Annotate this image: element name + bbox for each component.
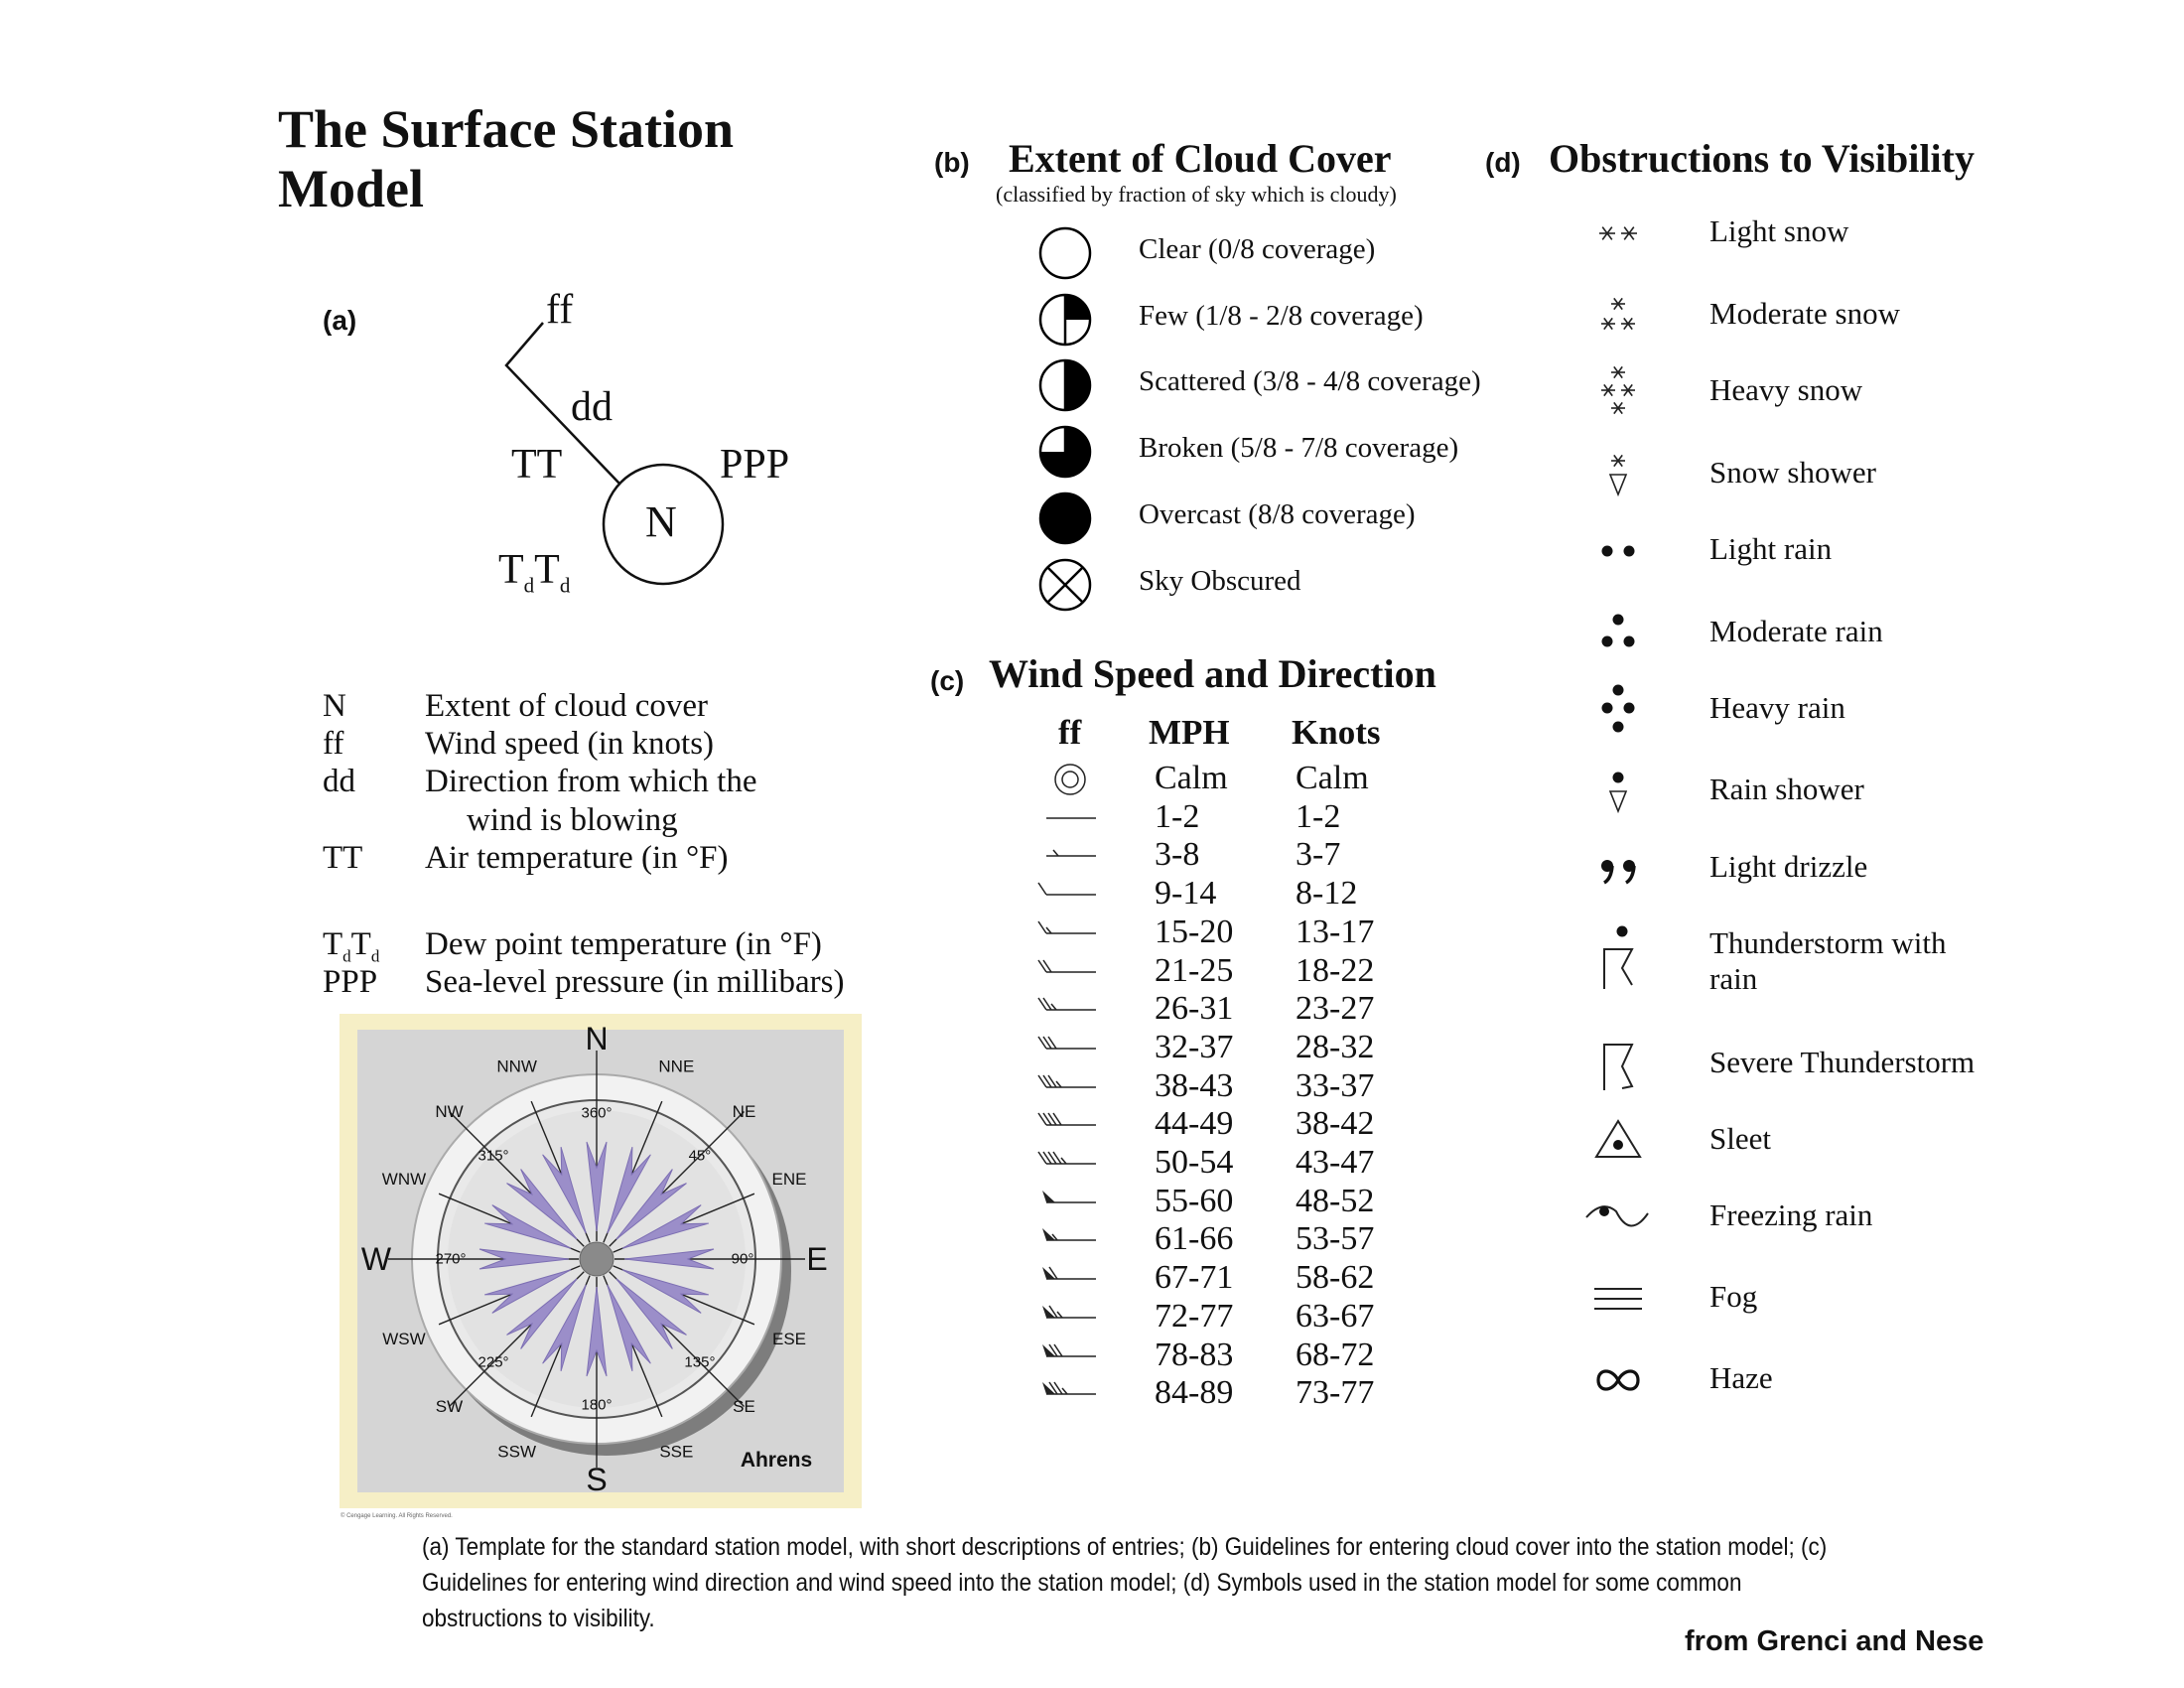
panel-a-tag: (a)	[323, 305, 357, 336]
compass-degree-label: 315°	[478, 1147, 509, 1165]
obstruction-label: Heavy rain	[1709, 690, 1845, 725]
wind-knots: 18-22	[1296, 951, 1375, 989]
page-title: The Surface Station Model	[278, 99, 734, 218]
compass-degree-label: 225°	[478, 1353, 509, 1371]
cloud-cover-icon	[1037, 557, 1093, 613]
obstruction-label: Light drizzle	[1709, 849, 1868, 884]
wind-header-knots: Knots	[1292, 713, 1381, 752]
wind-title: Wind Speed and Direction	[989, 651, 1436, 696]
fog-icon	[1573, 1254, 1663, 1343]
panel-d-tag: (d)	[1485, 147, 1521, 178]
cloud-cover-label: Clear (0/8 coverage)	[1139, 233, 1376, 265]
obstruction-label: Heavy snow	[1709, 372, 1863, 407]
compass-direction-s: S	[586, 1462, 608, 1497]
wind-barb-icon	[1032, 950, 1098, 990]
model-label-dd: dd	[571, 384, 613, 430]
compass-direction-se: SE	[733, 1396, 755, 1416]
legend-description: Dew point temperature (in °F)	[425, 926, 822, 962]
figure-caption: (a) Template for the standard station model, with short descriptions of entries; (b) Guidelines for entering cloud cover into the station model; (c) Guidelines for entering wind direction and wind speed into the station model; (d) Symbols used in the station model for some common obstructions to visibility.	[422, 1533, 1828, 1632]
obstruction-label: Fog	[1709, 1279, 1758, 1314]
wind-mph: 55-60	[1155, 1182, 1234, 1219]
wind-mph: 72-77	[1155, 1297, 1234, 1335]
legend-key: dd	[323, 764, 355, 799]
wind-mph: 3-8	[1155, 836, 1200, 874]
legend-description: Wind speed (in knots)	[425, 726, 715, 762]
compass-direction-n: N	[585, 1021, 609, 1056]
cloud-cover-label: Overcast (8/8 coverage)	[1139, 498, 1416, 530]
cloud-cover-icon	[1037, 357, 1093, 413]
wind-mph: 67-71	[1155, 1259, 1234, 1297]
wind-header-ff: ff	[1058, 713, 1082, 752]
wind-barb-icon	[1032, 1142, 1098, 1182]
compass-direction-w: W	[360, 1241, 392, 1277]
obstruction-label: Sleet	[1709, 1121, 1771, 1156]
light-snow-icon	[1573, 189, 1663, 278]
wind-barb-icon	[1032, 834, 1098, 874]
obstruction-label: Freezing rain	[1709, 1197, 1873, 1232]
obstruction-label: Haze	[1709, 1360, 1773, 1395]
compass-direction-sw: SW	[435, 1396, 464, 1416]
wind-barb-icon	[1032, 1103, 1098, 1143]
cloud-cover-icon	[1037, 292, 1093, 348]
legend-description: Direction from which the	[425, 764, 757, 799]
compass-direction-ese: ESE	[771, 1329, 807, 1348]
wind-mph: Calm	[1155, 760, 1228, 796]
model-label-ppp: PPP	[720, 442, 790, 488]
heavy-rain-icon	[1573, 665, 1663, 755]
obstruction-label: rain	[1709, 961, 1758, 996]
wind-header-mph: MPH	[1149, 713, 1230, 752]
wind-barb-icon	[1032, 988, 1098, 1028]
wind-barb-icon	[1032, 1257, 1098, 1297]
model-label-ff: ff	[546, 287, 574, 333]
wind-mph: 44-49	[1155, 1105, 1234, 1143]
legend-key: TT	[323, 840, 363, 876]
compass-credit: Ahrens	[740, 1449, 813, 1472]
wind-barb-icon	[1032, 912, 1098, 951]
heavy-snow-icon	[1573, 348, 1663, 437]
obstruction-label: Thunderstorm with	[1709, 925, 1947, 960]
wind-mph: 50-54	[1155, 1144, 1234, 1181]
obstruction-label: Rain shower	[1709, 772, 1864, 806]
legend-description: Sea-level pressure (in millibars)	[425, 964, 845, 1000]
model-label-n: N	[645, 497, 677, 546]
compass-degree-label: 45°	[688, 1147, 712, 1165]
wind-barb-icon	[1032, 1181, 1098, 1220]
wind-mph: 9-14	[1155, 875, 1217, 913]
wind-barb-icon	[1032, 1218, 1098, 1258]
light-drizzle-icon	[1573, 824, 1663, 914]
cloud-cover-label: Scattered (3/8 - 4/8 coverage)	[1139, 365, 1481, 397]
wind-knots: 73-77	[1296, 1374, 1375, 1412]
wind-knots: 68-72	[1296, 1336, 1375, 1373]
wind-knots: 48-52	[1296, 1182, 1375, 1219]
freezing-rain-icon	[1573, 1173, 1663, 1262]
legend-description: wind is blowing	[467, 802, 678, 838]
compass-direction-ene: ENE	[771, 1170, 807, 1190]
cloud-cover-label: Broken (5/8 - 7/8 coverage)	[1139, 432, 1459, 464]
model-label-tdtd: $T_dT_d$	[498, 547, 571, 598]
wind-knots: 23-27	[1296, 990, 1375, 1028]
compass-direction-sse: SSE	[659, 1442, 694, 1462]
compass-direction-ne: NE	[732, 1102, 756, 1122]
compass-direction-e: E	[806, 1241, 828, 1277]
cloud-cover-label: Sky Obscured	[1139, 565, 1301, 597]
wind-barb-icon	[1032, 873, 1098, 913]
compass-rose	[340, 1014, 862, 1508]
cloud-cover-icon	[1037, 225, 1093, 281]
compass-direction-wnw: WNW	[381, 1170, 427, 1190]
wind-knots: 63-67	[1296, 1297, 1375, 1335]
panel-b-tag: (b)	[934, 147, 970, 178]
wind-barb-icon	[1032, 1335, 1098, 1374]
haze-icon	[1573, 1336, 1663, 1425]
wind-mph: 84-89	[1155, 1374, 1234, 1412]
cloud-cover-icon	[1037, 424, 1093, 480]
cloud-cover-label: Few (1/8 - 2/8 coverage)	[1139, 300, 1424, 332]
wind-barb-icon	[1032, 1065, 1098, 1105]
thunderstorm-rain-icon	[1573, 918, 1663, 1008]
obstructions-title: Obstructions to Visibility	[1549, 136, 1975, 181]
legend-key: ff	[323, 726, 344, 762]
wind-knots: 33-37	[1296, 1066, 1375, 1104]
compass-degree-label: 360°	[581, 1104, 613, 1122]
compass-direction-nne: NNE	[658, 1056, 695, 1076]
wind-mph: 1-2	[1155, 797, 1200, 835]
compass-direction-nw: NW	[435, 1102, 464, 1122]
wind-mph: 78-83	[1155, 1336, 1234, 1373]
compass-copyright: © Cengage Learning. All Rights Reserved.	[341, 1513, 453, 1519]
wind-mph: 15-20	[1155, 913, 1234, 950]
legend-description: Extent of cloud cover	[425, 688, 708, 724]
wind-mph: 38-43	[1155, 1066, 1234, 1104]
source-credit: from Grenci and Nese	[1685, 1625, 1984, 1657]
compass-direction-wsw: WSW	[382, 1329, 426, 1348]
legend-key: $T_dT_d$	[323, 926, 380, 966]
compass-degree-label: 180°	[581, 1396, 613, 1414]
wind-mph: 32-37	[1155, 1028, 1234, 1065]
wind-barb-icon	[1032, 1027, 1098, 1066]
legend-key: PPP	[323, 964, 378, 1000]
legend-description: Air temperature (in °F)	[425, 840, 729, 876]
cloud-cover-subtitle: (classified by fraction of sky which is cloudy)	[996, 182, 1397, 207]
wind-knots: 13-17	[1296, 913, 1375, 950]
compass-degree-label: 135°	[684, 1353, 716, 1371]
wind-barb-icon	[1032, 1296, 1098, 1336]
compass-degree-label: 270°	[435, 1250, 467, 1268]
obstruction-label: Moderate rain	[1709, 614, 1883, 648]
wind-knots: 28-32	[1296, 1028, 1375, 1065]
light-rain-icon	[1573, 506, 1663, 596]
cloud-cover-icon	[1037, 491, 1093, 546]
wind-mph: 21-25	[1155, 951, 1234, 989]
wind-mph: 26-31	[1155, 990, 1234, 1028]
wind-barb-icon	[1032, 796, 1098, 836]
wind-knots: Calm	[1296, 760, 1369, 796]
compass-direction-ssw: SSW	[497, 1442, 537, 1462]
wind-knots: 8-12	[1296, 875, 1358, 913]
model-label-tt: TT	[511, 442, 563, 488]
cloud-cover-title: Extent of Cloud Cover	[1009, 136, 1392, 181]
compass-degree-label: 90°	[731, 1250, 754, 1268]
wind-barb-icon	[1032, 1372, 1098, 1412]
wind-knots: 43-47	[1296, 1144, 1375, 1181]
wind-knots: 38-42	[1296, 1105, 1375, 1143]
obstruction-label: Moderate snow	[1709, 296, 1900, 331]
obstruction-label: Severe Thunderstorm	[1709, 1045, 1976, 1079]
obstruction-label: Light snow	[1709, 213, 1849, 248]
obstruction-label: Snow shower	[1709, 455, 1876, 490]
panel-c-tag: (c)	[930, 665, 965, 696]
legend-key: N	[323, 688, 346, 724]
rain-shower-icon	[1573, 747, 1663, 836]
wind-knots: 53-57	[1296, 1220, 1375, 1258]
wind-barb-icon	[1032, 758, 1098, 797]
compass-direction-nnw: NNW	[496, 1056, 537, 1076]
wind-knots: 3-7	[1296, 836, 1341, 874]
obstruction-label: Light rain	[1709, 531, 1833, 566]
wind-mph: 61-66	[1155, 1220, 1234, 1258]
wind-knots: 1-2	[1296, 797, 1341, 835]
wind-knots: 58-62	[1296, 1259, 1375, 1297]
